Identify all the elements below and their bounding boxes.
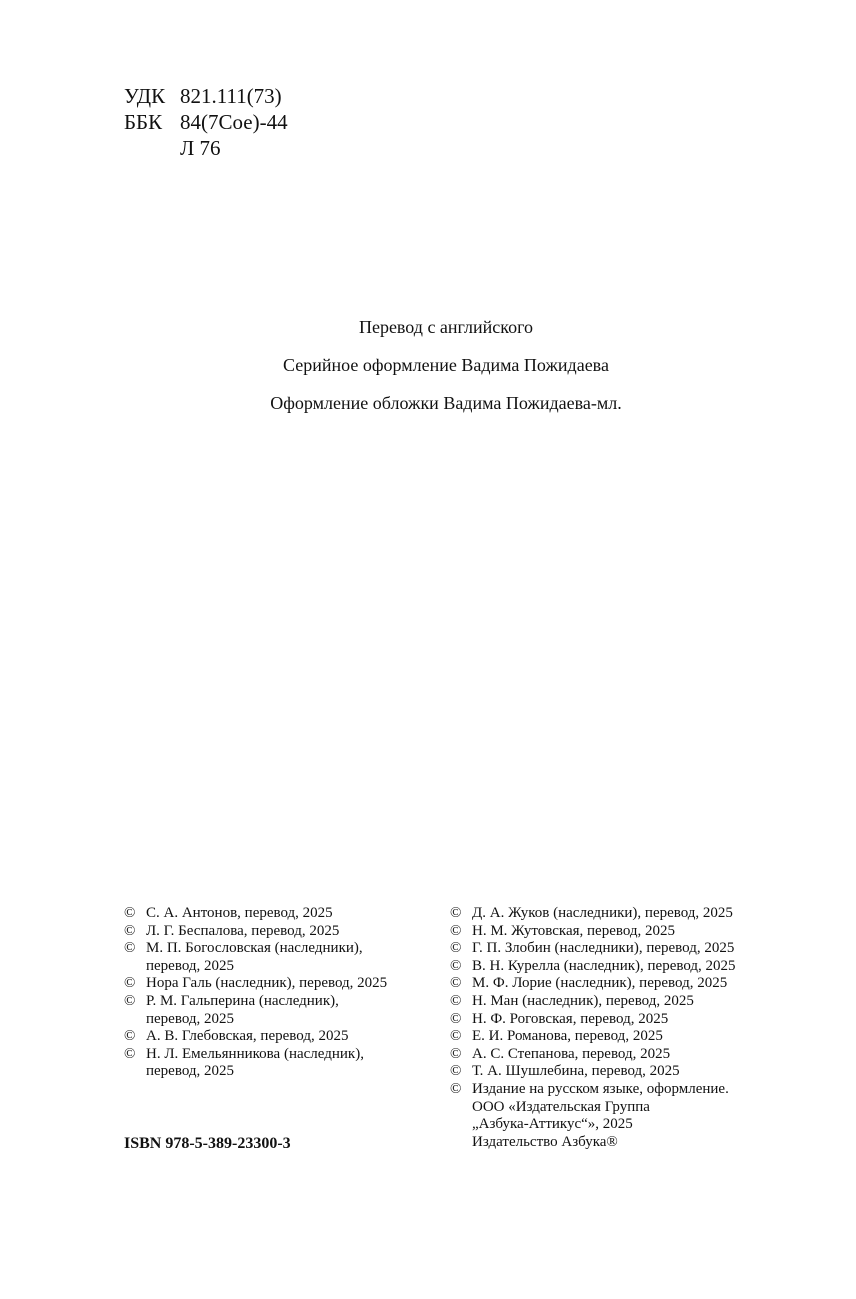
copyright-item bbox=[450, 958, 780, 976]
copyright-item bbox=[124, 905, 424, 923]
copyright-text: Н. М. Жутовская, перевод, 2025 bbox=[472, 922, 676, 939]
author-sign-label bbox=[124, 135, 180, 161]
classification-block bbox=[124, 83, 288, 161]
copyright-symbol: © bbox=[124, 940, 136, 957]
copyright-symbol: © bbox=[450, 992, 462, 1009]
translation-note-text: Перевод с английского bbox=[358, 317, 534, 337]
copyright-item bbox=[450, 1011, 780, 1029]
copyright-text: М. Ф. Лорие (наследник), перевод, 2025 bbox=[472, 975, 728, 992]
author-sign-value: Л 76 bbox=[180, 136, 221, 160]
copyright-symbol: © bbox=[124, 905, 136, 921]
udk-row bbox=[124, 83, 288, 109]
copyright-text: Н. Ф. Роговская, перевод, 2025 bbox=[472, 1010, 669, 1027]
copyright-text: В. Н. Курелла (наследник), перевод, 2025 bbox=[472, 957, 736, 974]
copyright-item bbox=[124, 993, 424, 1028]
isbn-number: ISBN 978-5-389-23300-3 bbox=[124, 1135, 291, 1152]
copyright-symbol: © bbox=[124, 992, 136, 1009]
copyright-text: Е. И. Романова, перевод, 2025 bbox=[472, 1028, 663, 1045]
copyright-symbol: © bbox=[124, 1028, 136, 1045]
copyright-symbol: © bbox=[124, 1045, 136, 1062]
credits-block bbox=[0, 314, 856, 428]
copyright-item bbox=[124, 1028, 424, 1046]
copyright-text: С. А. Антонов, перевод, 2025 bbox=[146, 905, 333, 921]
copyright-text: Г. П. Злобин (наследники), перевод, 2025 bbox=[472, 940, 735, 957]
copyright-symbol: © bbox=[124, 975, 136, 992]
author-sign-row bbox=[124, 135, 288, 161]
copyright-item bbox=[124, 940, 424, 975]
copyright-text: Т. А. Шушлебина, перевод, 2025 bbox=[472, 1063, 680, 1080]
copyright-symbol: © bbox=[450, 1010, 462, 1027]
copyright-item bbox=[124, 975, 424, 993]
copyright-item bbox=[450, 905, 780, 923]
publisher-copyright-text: Издание на русском языке, оформление. ООО «Издательская Группа „Азбука-Аттикус“», 2025 Издательство Азбука® bbox=[472, 1080, 729, 1150]
bbk-label: ББК bbox=[124, 110, 163, 134]
copyright-symbol: © bbox=[450, 1080, 462, 1097]
copyright-item bbox=[450, 993, 780, 1011]
copyright-item bbox=[450, 1063, 780, 1081]
copyright-item bbox=[450, 923, 780, 941]
copyright-item bbox=[450, 975, 780, 993]
translation-note bbox=[0, 314, 856, 352]
udk-label: УДК bbox=[124, 84, 166, 108]
copyright-symbol: © bbox=[450, 957, 462, 974]
copyright-symbol: © bbox=[450, 1028, 462, 1045]
copyright-symbol: © bbox=[450, 975, 462, 992]
cover-design-credit-text: Оформление обложки Вадима Пожидаева-мл. bbox=[270, 393, 622, 413]
copyright-text: Л. Г. Беспалова, перевод, 2025 bbox=[146, 922, 340, 939]
copyright-text: Нора Галь (наследник), перевод, 2025 bbox=[146, 975, 388, 992]
udk-value: 821.111(73) bbox=[180, 84, 282, 108]
copyright-text: А. В. Глебовская, перевод, 2025 bbox=[146, 1028, 349, 1045]
series-design-credit bbox=[0, 352, 856, 390]
copyright-item bbox=[450, 940, 780, 958]
copyright-text: Н. Ман (наследник), перевод, 2025 bbox=[472, 992, 694, 1009]
copyright-symbol: © bbox=[450, 905, 462, 921]
cover-design-credit bbox=[0, 390, 856, 428]
copyright-text: Д. А. Жуков (наследники), перевод, 2025 bbox=[472, 905, 733, 921]
copyright-column-left bbox=[124, 905, 424, 1081]
publisher-copyright-item bbox=[450, 1081, 780, 1151]
copyright-symbol: © bbox=[450, 940, 462, 957]
copyright-item bbox=[124, 923, 424, 941]
copyright-symbol: © bbox=[450, 922, 462, 939]
copyright-item bbox=[450, 1046, 780, 1064]
copyright-item bbox=[450, 1028, 780, 1046]
copyright-symbol: © bbox=[450, 1045, 462, 1062]
copyright-symbol: © bbox=[124, 922, 136, 939]
bbk-value: 84(7Сое)-44 bbox=[180, 110, 288, 134]
copyright-text: Р. М. Гальперина (наследник), перевод, 2025 bbox=[146, 992, 339, 1027]
copyright-column-right bbox=[450, 905, 780, 1151]
copyright-text: М. П. Богословская (наследники), перевод, 2025 bbox=[146, 940, 363, 974]
bbk-row bbox=[124, 109, 288, 135]
copyright-text: Н. Л. Емельянникова (наследник), перевод, 2025 bbox=[146, 1045, 364, 1080]
series-design-credit-text: Серийное оформление Вадима Пожидаева bbox=[283, 355, 609, 375]
copyright-item bbox=[124, 1046, 424, 1081]
copyright-symbol: © bbox=[450, 1063, 462, 1080]
copyright-text: А. С. Степанова, перевод, 2025 bbox=[472, 1045, 671, 1062]
